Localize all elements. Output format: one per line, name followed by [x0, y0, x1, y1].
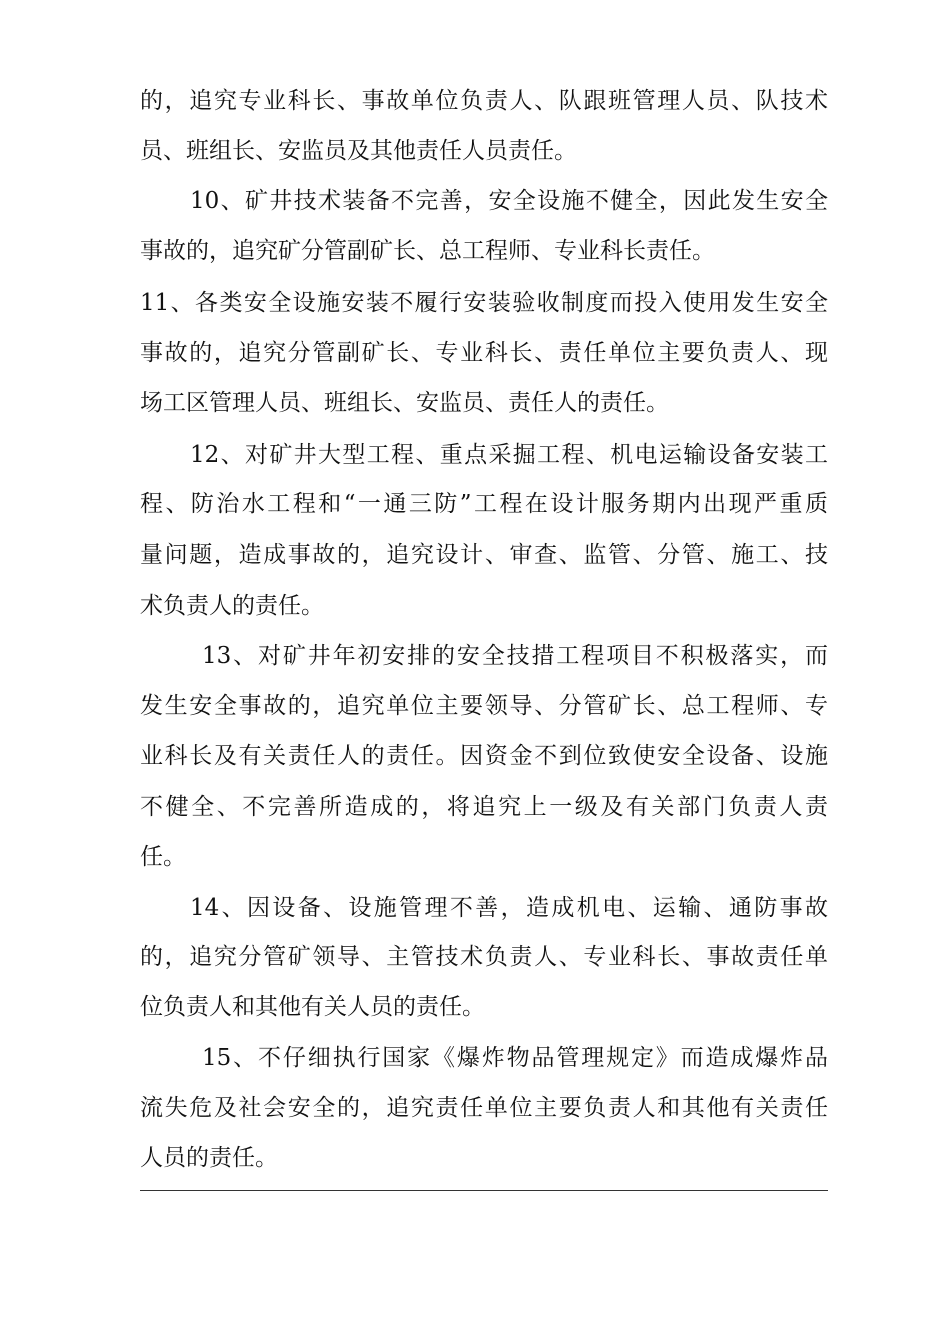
text-line: 事故的，追究分管副矿长、专业科长、责任单位主要负责人、现	[140, 340, 828, 366]
text-line: 的，追究分管矿领导、主管技术负责人、专业科长、事故责任单	[140, 944, 828, 970]
text-line: 的，追究专业科长、事故单位负责人、队跟班管理人员、队技术	[140, 88, 828, 114]
text-line: 任。	[140, 844, 186, 870]
text-line: 业科长及有关责任人的责任。因资金不到位致使安全设备、设施	[140, 743, 828, 769]
text-line: 术负责人的责任。	[140, 593, 324, 619]
text-line: 场工区管理人员、班组长、安监员、责任人的责任。	[140, 390, 669, 416]
clause-10-first-line: 10、矿井技术装备不完善，安全设施不健全，因此发生安全	[190, 188, 828, 214]
clause-13-first-line: 13、对矿井年初安排的安全技措工程项目不积极落实，而	[202, 643, 828, 669]
text-line: 位负责人和其他有关人员的责任。	[140, 994, 485, 1020]
clause-12-first-line: 12、对矿井大型工程、重点采掘工程、机电运输设备安装工	[190, 442, 828, 468]
text-line: 人员的责任。	[140, 1145, 278, 1171]
text-line: 员、班组长、安监员及其他责任人员责任。	[140, 138, 577, 164]
text-line: 流失危及社会安全的，追究责任单位主要负责人和其他有关责任	[140, 1095, 828, 1121]
text-line: 发生安全事故的，追究单位主要领导、分管矿长、总工程师、专	[140, 693, 828, 719]
text-line: 不健全、不完善所造成的，将追究上一级及有关部门负责人责	[140, 794, 828, 820]
clause-11-first-line: 11、各类安全设施安装不履行安装验收制度而投入使用发生安全	[140, 290, 828, 316]
clause-14-first-line: 14、因设备、设施管理不善，造成机电、运输、通防事故	[190, 895, 828, 921]
text-line: 事故的，追究矿分管副矿长、总工程师、专业科长责任。	[140, 238, 715, 264]
text-line: 程、防治水工程和“一通三防”工程在设计服务期内出现严重质	[140, 491, 828, 517]
footer-divider	[140, 1190, 828, 1191]
text-line: 量问题，造成事故的，追究设计、审查、监管、分管、施工、技	[140, 542, 828, 568]
clause-15-first-line: 15、不仔细执行国家《爆炸物品管理规定》而造成爆炸品	[202, 1045, 828, 1071]
